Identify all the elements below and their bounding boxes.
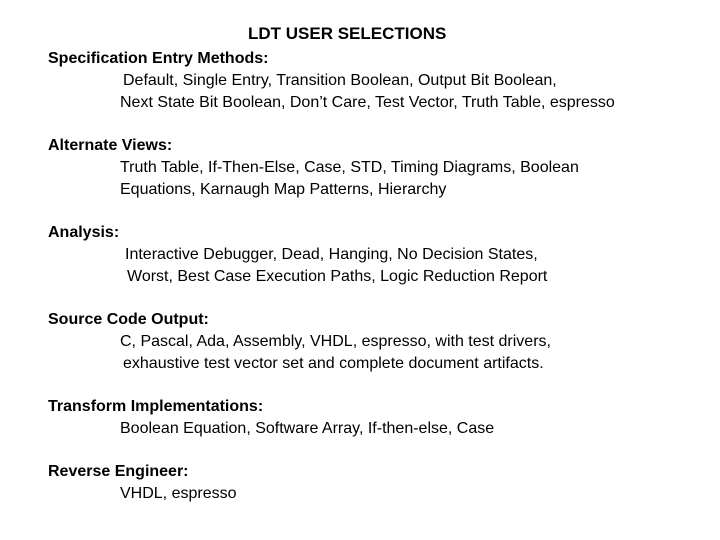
section-heading-reverse-engineer: Reverse Engineer: <box>48 463 189 480</box>
section-heading-analysis: Analysis: <box>48 224 120 241</box>
section-line: Boolean Equation, Software Array, If-then-else, Case <box>120 420 495 437</box>
section-line: Truth Table, If-Then-Else, Case, STD, Timing Diagrams, Boolean <box>120 159 579 176</box>
section-heading-source-code-output: Source Code Output: <box>48 311 209 328</box>
section-heading-specification-entry-methods: Specification Entry Methods: <box>48 50 269 67</box>
slide-title: LDT USER SELECTIONS <box>248 24 447 43</box>
section-line: Equations, Karnaugh Map Patterns, Hierarchy <box>120 181 447 198</box>
section-line: exhaustive test vector set and complete document artifacts. <box>123 355 544 372</box>
section-line: VHDL, espresso <box>120 485 237 502</box>
section-line: Interactive Debugger, Dead, Hanging, No Decision States, <box>125 246 538 263</box>
section-line: Default, Single Entry, Transition Boolean, Output Bit Boolean, <box>123 72 557 89</box>
section-line: C, Pascal, Ada, Assembly, VHDL, espresso, with test drivers, <box>120 333 551 350</box>
section-heading-alternate-views: Alternate Views: <box>48 137 173 154</box>
section-line: Worst, Best Case Execution Paths, Logic Reduction Report <box>127 268 548 285</box>
section-heading-transform-implementations: Transform Implementations: <box>48 398 264 415</box>
section-line: Next State Bit Boolean, Don’t Care, Test Vector, Truth Table, espresso <box>120 94 615 111</box>
